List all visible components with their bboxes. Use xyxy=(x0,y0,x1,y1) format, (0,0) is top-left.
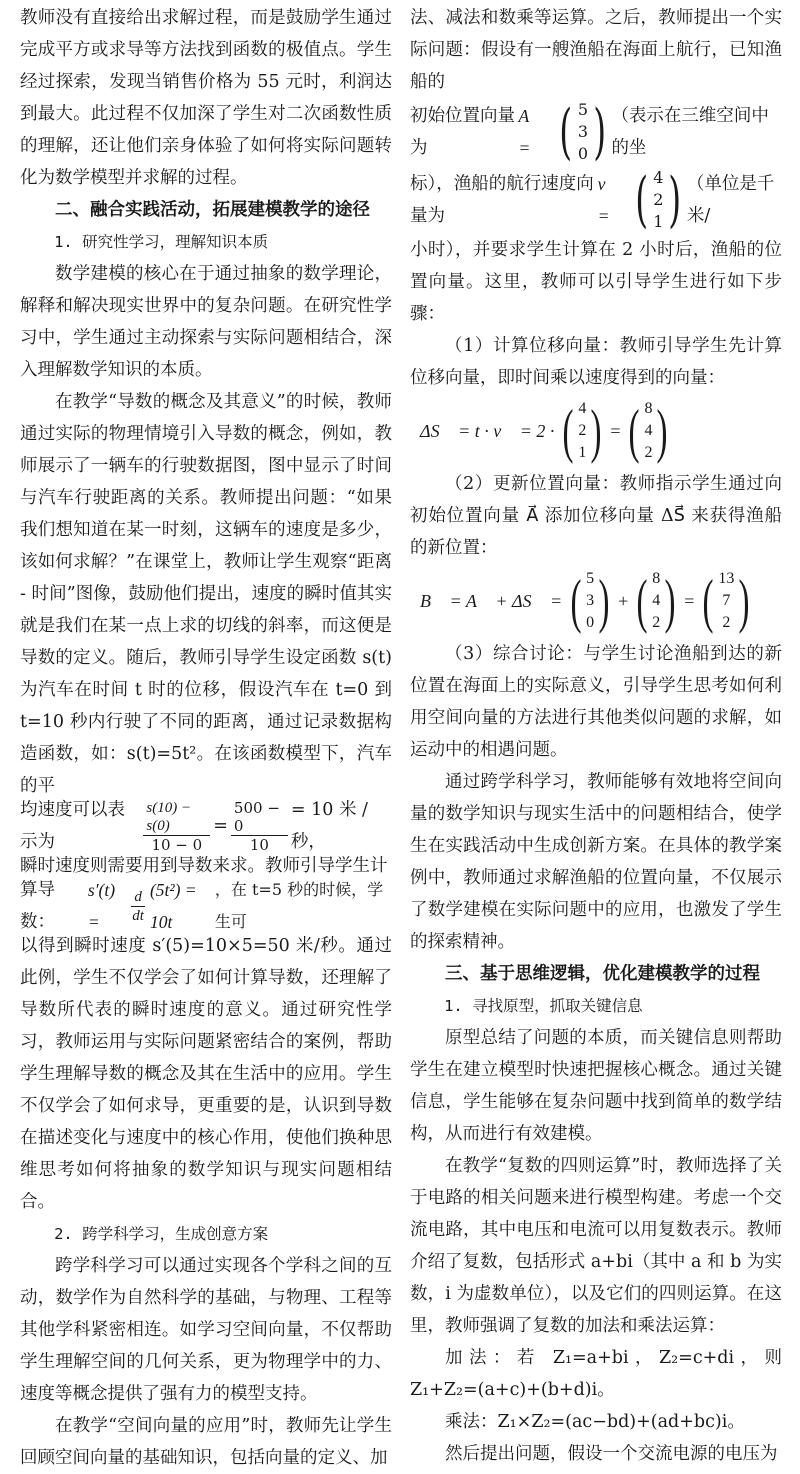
vector-entries xyxy=(586,568,594,634)
plus-sign: + xyxy=(618,591,629,611)
column-vector xyxy=(698,568,754,634)
column-vector xyxy=(624,398,672,464)
paragraph: 瞬时速度则需要用到导数来求。教师引导学生计 xyxy=(20,856,388,876)
vector-entry: 13 xyxy=(718,570,735,587)
subsection-heading: 1. 寻找原型，抓取关键信息 xyxy=(444,997,643,1015)
vector-entry: 2 xyxy=(652,614,661,631)
vector-entry: 0 xyxy=(586,614,595,631)
paragraph: 在教学“复数的四则运算”时，教师选择了关于电路的相关问题来进行模型构建。考虑一个交流电路，其中电压和电流可以用复数表示。教师介绍了复数，包括形式 a+bi（其中 a 和 b 为实数，i 为虚数单位），以及它们的四则运算。在这里，教师强调了复数的加法和乘法运算： xyxy=(410,1156,782,1336)
vector-entry: 4 xyxy=(578,400,587,417)
left-column xyxy=(20,2,392,1474)
left-paren: ( xyxy=(562,398,574,464)
vector-entry: 8 xyxy=(644,400,653,417)
vector-entry: 1 xyxy=(578,444,587,461)
paragraph: 然后提出问题，假设一个交流电源的电压为 xyxy=(445,1444,778,1464)
column-vector xyxy=(632,568,680,634)
initial-position-line xyxy=(410,98,782,166)
fraction xyxy=(143,799,210,854)
vector-label: v⃗ = xyxy=(597,174,619,226)
paragraph: 法、减法和数乘等运算。之后，教师提出一个实际问题：假设有一艘渔船在海面上航行，已知渔船的 xyxy=(410,8,782,92)
average-speed-formula xyxy=(20,798,392,854)
vector-entries xyxy=(718,568,734,634)
vector-entry: 0 xyxy=(577,144,589,163)
vector-entry: 4 xyxy=(644,422,653,439)
numerator: d xyxy=(131,888,145,907)
paragraph: 数学建模的核心在于通过抽象的数学理论，解释和解决现实世界中的复杂问题。在研究性学习中，学生通过主动探索与实际问题相结合，深入理解数学知识的本质。 xyxy=(20,264,392,380)
multiplication-rule: 乘法：Z₁×Z₂=(ac−bd)+(ad+bc)i。 xyxy=(445,1412,745,1432)
equals-sign: = xyxy=(610,421,621,441)
equation-lhs: B⃗ = A⃗ + ΔS⃗ = xyxy=(420,591,563,611)
addition-rule: 加法：若 Z₁=a+bi，Z₂=c+di，则 Z₁+Z₂=(a+c)+(b+d)i。 xyxy=(410,1348,782,1400)
formula-text: 初始位置向量为 xyxy=(410,106,515,158)
equals-sign: = xyxy=(213,816,228,836)
paragraph: 通过跨学科学习，教师能够有效地将空间向量的数学知识与现实生活中的问题相结合，使学生在实践活动中生成创新方案。在具体的教学案例中，教师通过求解渔船的位置向量，不仅展示了数学建模在实际问题中的应用，也激发了学生的探索精神。 xyxy=(410,772,782,952)
left-paren: ( xyxy=(702,568,714,634)
numerator: 500 − 0 xyxy=(231,799,288,836)
vector-label: A⃗ = xyxy=(518,106,543,158)
paragraph: 以得到瞬时速度 s′(5)=10×5=50 米/秒。通过此例，学生不仅学会了如何计算导数，还理解了导数所代表的瞬时速度的意义。通过研究性学习，教师运用与实际问题紧密结合的案例，帮助学生理解导数的概念及其在生活中的应用。学生不仅学会了如何求导，更重要的是，认识到导数在描述变化与速度中的核心作用，使他们换种思维思考如何将抽象的数学知识与现实问题相结合。 xyxy=(20,936,392,1212)
left-paren: ( xyxy=(559,97,573,167)
right-paren: ) xyxy=(593,97,607,167)
formula-text: (5t²) = 10t xyxy=(149,880,197,932)
equals-sign: = xyxy=(684,591,695,611)
vector-entry: 4 xyxy=(652,592,661,609)
section-heading: 三、基于思维逻辑，优化建模教学的过程 xyxy=(445,964,760,984)
paragraph: 跨学科学习可以通过实现各个学科之间的互动，数学作为自然科学的基础，与物理、工程等其他学科紧密相连。如学习空间向量，不仅帮助学生理解空间的几何关系，更为物理学中的力、速度等概念提供了强有力的模型支持。 xyxy=(20,1256,392,1404)
formula-text: ，在 t=5 秒的时候，学生可 xyxy=(214,880,384,931)
vector-entry: 5 xyxy=(586,570,595,587)
formula-text: 均速度可以表示为 xyxy=(20,800,125,852)
right-paren: ) xyxy=(598,568,610,634)
fraction xyxy=(231,799,288,854)
paragraph: （3）综合讨论：与学生讨论渔船到达的新位置在海面上的实际意义，引导学生思考如何利用空间向量的方法进行其他类似问题的求解，如运动中的相遇问题。 xyxy=(410,644,782,760)
vector-entry: 8 xyxy=(652,570,661,587)
paragraph: 教师没有直接给出求解过程，而是鼓励学生通过完成平方或求导等方法找到函数的极值点。学生经过探索，发现当销售价格为 55 元时，利润达到最大。此过程不仅加深了学生对二次函数性质的理解，还让他们亲身体验了如何将实际问题转化为数学模型并求解的过程。 xyxy=(20,8,392,188)
denominator: dt xyxy=(132,907,144,924)
formula-text: （单位是千米/ xyxy=(686,174,775,226)
fraction xyxy=(129,888,147,925)
formula-text: （表示在三维空间中的坐 xyxy=(611,106,769,158)
column-vector xyxy=(566,568,614,634)
left-paren: ( xyxy=(570,568,582,634)
vector-entry: 2 xyxy=(653,190,664,209)
right-paren: ) xyxy=(668,165,682,235)
vector-entry: 3 xyxy=(577,122,589,141)
right-paren: ) xyxy=(738,568,750,634)
vector-entries xyxy=(653,167,663,233)
vector-entry: 2 xyxy=(644,444,653,461)
paragraph: （1）计算位移向量：教师引导学生先计算位移向量，即时间乘以速度得到的向量： xyxy=(410,336,782,388)
formula-text: 算导数： xyxy=(20,880,55,932)
vector-entry: 1 xyxy=(653,212,664,231)
right-paren: ) xyxy=(664,568,676,634)
column-vector xyxy=(554,99,611,165)
vector-entry: 2 xyxy=(578,422,587,439)
numerator: s(10) − s(0) xyxy=(143,799,210,836)
formula-text: s′(t) = xyxy=(87,880,116,932)
new-position-equation xyxy=(420,568,782,634)
vector-entries xyxy=(644,398,652,464)
displacement-equation xyxy=(420,398,782,464)
paragraph: 原型总结了问题的本质，而关键信息则帮助学生在建立模型时快速把握核心概念。通过关键信息，学生能够在复杂问题中找到简单的数学结构，从而进行有效建模。 xyxy=(410,1028,782,1144)
denominator: 10 xyxy=(249,835,269,854)
column-vector xyxy=(558,398,606,464)
vector-entry: 7 xyxy=(722,592,731,609)
formula-text: 标），渔船的航行速度向量为 xyxy=(410,174,594,226)
left-paren: ( xyxy=(636,568,648,634)
right-paren: ) xyxy=(590,398,602,464)
column-vector xyxy=(630,167,687,233)
vector-entries xyxy=(578,398,586,464)
subsection-heading: 2. 跨学科学习，生成创意方案 xyxy=(54,1225,269,1243)
paragraph: 在教学“导数的概念及其意义”的时候，教师通过实际的物理情境引入导数的概念，例如，教师展示了一辆车的行驶数据图，图中显示了时间与汽车行驶距离的关系。教师提出问题：“如果我们想知道在某一时刻，这辆车的速度是多少，该如何求解？”在课堂上，教师让学生观察“距离 - 时间”图像，鼓励他们提出，速度的瞬时值其实就是我们在某一点上求的切线的斜率，而这便是导数的定义。随后，教师引导学生设定函数 s(t) 为汽车在时间 t 时的位移，假设汽车在 t=0 到 t=10 秒内行驶了不同的距离，通过记录数据构造函数，如：s(t)=5t²。在该函数模型下，汽车的平 xyxy=(20,392,392,796)
formula-text: = 10 米 / 秒， xyxy=(290,800,368,852)
vector-entry: 5 xyxy=(577,100,589,119)
vector-entries xyxy=(578,99,588,165)
velocity-line xyxy=(410,166,782,234)
denominator: 10 − 0 xyxy=(151,835,203,854)
left-paren: ( xyxy=(635,165,648,235)
equation-lhs: ΔS⃗ = t · v⃗ = 2 · xyxy=(420,421,555,441)
vector-entry: 4 xyxy=(653,168,664,187)
paragraph: （2）更新位置向量：教师指示学生通过向初始位置向量 A⃗ 添加位移向量 ΔS⃗ 来获得渔船的新位置： xyxy=(410,474,782,558)
subsection-heading: 1. 研究性学习，理解知识本质 xyxy=(54,233,269,251)
paragraph: 在教学“空间向量的应用”时，教师先让学生回顾空间向量的基础知识，包括向量的定义、加 xyxy=(20,1416,392,1468)
paragraph: 小时），并要求学生计算在 2 小时后，渔船的位置向量。这里，教师可以引导学生进行如下步骤： xyxy=(410,240,782,324)
vector-entry: 3 xyxy=(586,592,595,609)
right-paren: ) xyxy=(656,398,668,464)
derivative-formula xyxy=(20,882,392,930)
vector-entry: 2 xyxy=(722,614,731,631)
vector-entries xyxy=(652,568,660,634)
section-heading: 二、融合实践活动，拓展建模教学的途径 xyxy=(55,200,370,220)
right-column xyxy=(410,2,782,1470)
left-paren: ( xyxy=(628,398,640,464)
